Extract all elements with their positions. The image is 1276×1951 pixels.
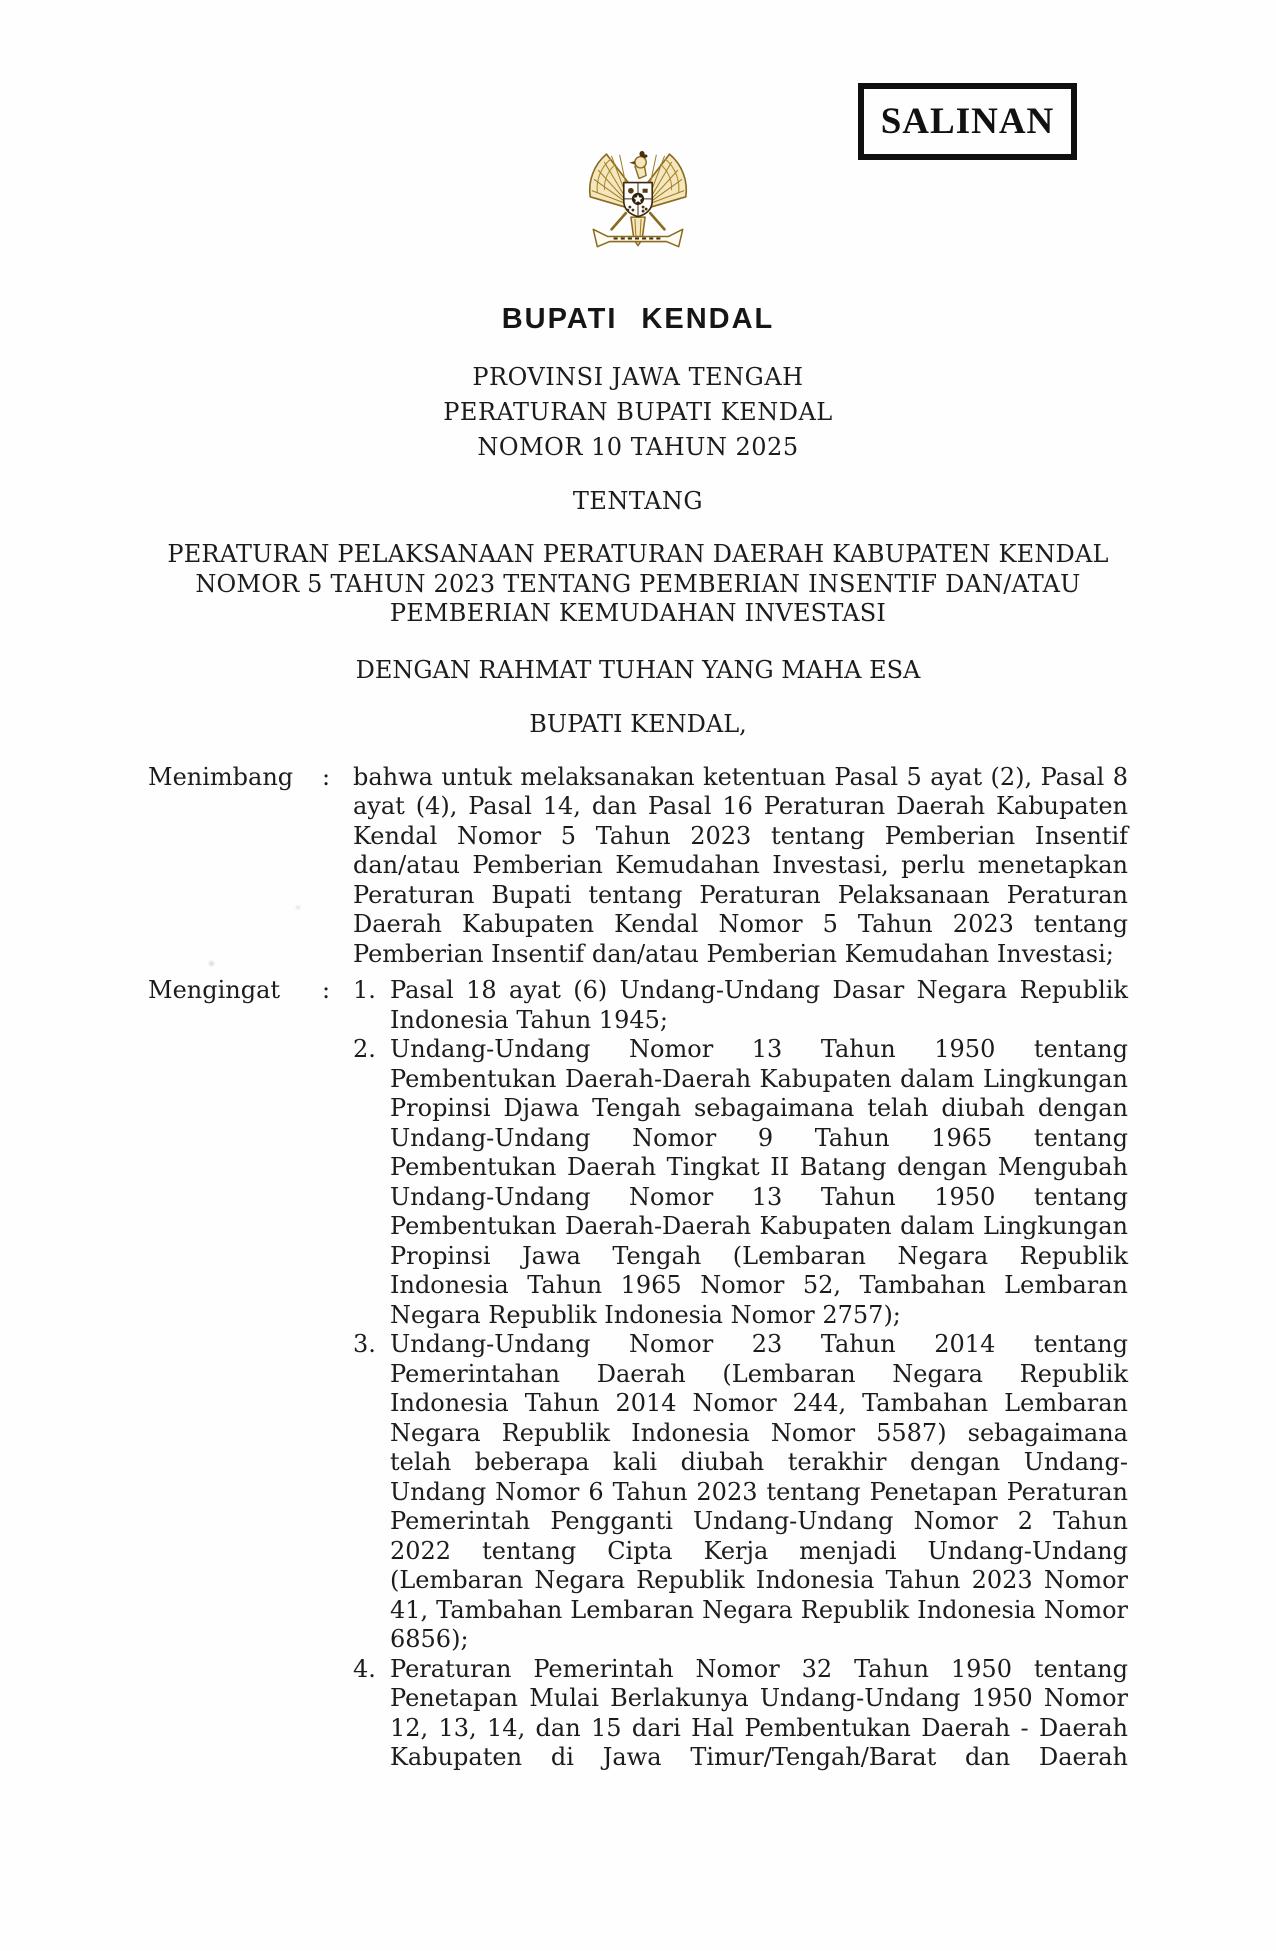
- issuer-line: BUPATI KENDAL,: [529, 709, 747, 738]
- list-item: [353, 1035, 1128, 1330]
- salinan-stamp-box: [858, 83, 1077, 160]
- garuda-pancasila-emblem-icon: [577, 146, 699, 268]
- authority-heading: BUPATI KENDAL: [501, 303, 775, 335]
- list-item: [353, 976, 1128, 1035]
- title-line: NOMOR 5 TAHUN 2023 TENTANG PEMBERIAN INSENTIF DAN/ATAU: [195, 569, 1081, 598]
- subheading-line-regulation: PERATURAN BUPATI KENDAL: [443, 398, 833, 426]
- document-body: [148, 763, 1128, 1773]
- title-line: PEMBERIAN KEMUDAHAN INVESTASI: [389, 599, 887, 627]
- about-label: TENTANG: [572, 487, 704, 515]
- recalling-section: [148, 976, 1128, 1773]
- considering-section: [148, 763, 1128, 970]
- item-number: 3.: [353, 1330, 376, 1358]
- recalling-label: Mengingat: [148, 976, 281, 1004]
- regulation-title: [0, 540, 1276, 629]
- scan-speck: [228, 577, 234, 580]
- subheading-line-province: PROVINSI JAWA TENGAH: [472, 363, 804, 391]
- scan-speck: [209, 961, 214, 966]
- considering-paragraph: bahwa untuk melaksanakan ketentuan Pasal 5 ayat (2), Pasal 8 ayat (4), Pasal 14, dan Pasal 16 Peraturan Daerah Kabupaten Kendal Nomor 5 Tahun 2023 tentang Pemberian Insentif dan/atau Pemberian Kemudahan Investasi, perlu menetapkan Peraturan Bupati tentang Peraturan Pelaksanaan Peraturan Daerah Kabupaten Kendal Nomor 5 Tahun 2023 tentang Pemberian Insentif dan/atau Pemberian Kemudahan Investasi;: [353, 762, 1128, 968]
- title-line: PERATURAN PELAKSANAAN PERATURAN DAERAH KABUPATEN KENDAL: [167, 540, 1109, 568]
- considering-colon: :: [322, 762, 331, 791]
- item-number: 1.: [353, 976, 376, 1004]
- subheading-block: [0, 360, 1276, 465]
- item-text: Undang-Undang Nomor 23 Tahun 2014 tentang Pemerintahan Daerah (Lembaran Negara Republik Indonesia Tahun 2014 Nomor 244, Tambahan Lembaran Negara Republik Indonesia Nomor 5587) sebagaimana telah beberapa kali diubah terakhir dengan Undang-Undang Nomor 6 Tahun 2023 tentang Penetapan Peraturan Pemerintah Pengganti Undang-Undang Nomor 2 Tahun 2022 tentang Cipta Kerja menjadi Undang-Undang (Lembaran Negara Republik Indonesia Tahun 2023 Nomor 41, Tambahan Lembaran Negara Republik Indonesia Nomor 6856);: [390, 1330, 1128, 1653]
- considering-label: Menimbang: [148, 762, 294, 791]
- scan-speck: [296, 906, 300, 909]
- item-text: Peraturan Pemerintah Nomor 32 Tahun 1950 tentang Penetapan Mulai Berlakunya Undang-Undang 1950 Nomor 12, 13, 14, dan 15 dari Hal Pembentukan Daerah - Daerah Kabupaten di Jawa Timur/Tengah/Barat dan Daerah: [390, 1654, 1128, 1771]
- invocation-line: DENGAN RAHMAT TUHAN YANG MAHA ESA: [355, 655, 921, 684]
- item-text: Pasal 18 ayat (6) Undang-Undang Dasar Negara Republik Indonesia Tahun 1945;: [390, 976, 1128, 1034]
- legal-basis-list: [353, 976, 1128, 1773]
- salinan-stamp-label: SALINAN: [880, 101, 1055, 142]
- recalling-colon: :: [322, 976, 331, 1004]
- list-item: [353, 1655, 1128, 1773]
- subheading-line-number: NOMOR 10 TAHUN 2025: [477, 433, 799, 461]
- item-number: 4.: [353, 1654, 376, 1683]
- emblem-container: [0, 0, 1276, 268]
- list-item: [353, 1330, 1128, 1655]
- item-number: 2.: [353, 1035, 376, 1063]
- item-text: Undang-Undang Nomor 13 Tahun 1950 tentang Pembentukan Daerah-Daerah Kabupaten dalam Lingkungan Propinsi Djawa Tengah sebagaimana telah diubah dengan Undang-Undang Nomor 9 Tahun 1965 tentang Pembentukan Daerah Tingkat II Batang dengan Mengubah Undang-Undang Nomor 13 Tahun 1950 tentang Pembentukan Daerah-Daerah Kabupaten dalam Lingkungan Propinsi Jawa Tengah (Lembaran Negara Republik Indonesia Tahun 1965 Nomor 52, Tambahan Lembaran Negara Republik Indonesia Nomor 2757);: [390, 1035, 1128, 1329]
